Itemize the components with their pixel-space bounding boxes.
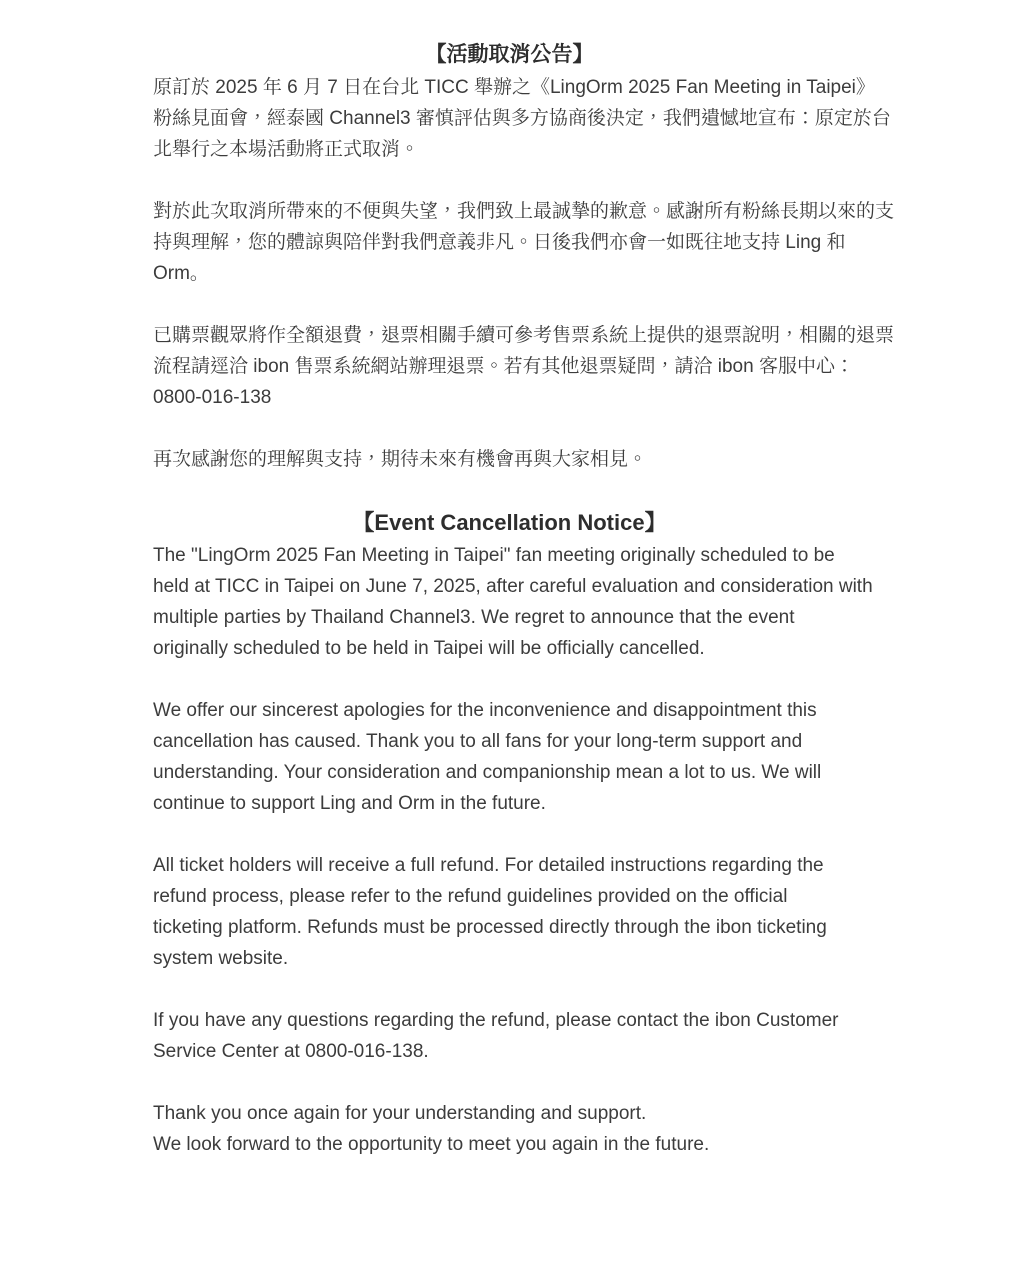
- text-line: Orm。: [153, 263, 209, 284]
- paragraph-zh-apology: [153, 196, 895, 289]
- text-line: 再次感謝您的理解與支持，期待未來有機會再與大家相見。: [153, 449, 648, 470]
- text-line: cancellation has caused. Thank you to all fans for your long-term support and: [153, 731, 803, 752]
- text-line: multiple parties by Thailand Channel3. We regret to announce that the event: [153, 607, 795, 628]
- text-line: The "LingOrm 2025 Fan Meeting in Taipei" fan meeting originally scheduled to be: [153, 545, 835, 566]
- text-line: 對於此次取消所帶來的不便與失望，我們致上最誠摯的歉意。感謝所有粉絲長期以來的支: [153, 201, 895, 222]
- paragraph-zh-thanks: [153, 444, 866, 475]
- paragraph-en-event-cancelled: [153, 540, 873, 664]
- paragraph-zh-refund-info: [153, 320, 895, 413]
- text-line: system website.: [153, 948, 289, 969]
- text-line: held at TICC in Taipei on June 7, 2025, after careful evaluation and consideration with: [153, 576, 873, 597]
- notice-title-zh: 【活動取消公告】: [425, 43, 594, 66]
- text-line: 原訂於 2025 年 6 月 7 日在台北 TICC 舉辦之《LingOrm 2025 Fan Meeting in Taipei》: [153, 77, 875, 98]
- paragraph-en-thanks: [153, 1098, 866, 1160]
- paragraph-en-contact: [153, 1005, 866, 1067]
- text-line: 流程請逕洽 ibon 售票系統網站辦理退票。若有其他退票疑問，請洽 ibon 客服中心：: [153, 356, 854, 377]
- paragraph-zh-event-cancelled: [153, 72, 891, 165]
- text-line: 粉絲見面會，經泰國 Channel3 審慎評估與多方協商後決定，我們遺憾地宣布：原定於台: [153, 108, 891, 129]
- text-line: 北舉行之本場活動將正式取消。: [153, 139, 420, 160]
- text-line: If you have any questions regarding the refund, please contact the ibon Customer: [153, 1010, 839, 1031]
- text-line: originally scheduled to be held in Taipei will be officially cancelled.: [153, 638, 705, 659]
- notice-title-en: 【Event Cancellation Notice】: [352, 510, 667, 535]
- text-line: All ticket holders will receive a full refund. For detailed instructions regarding the: [153, 855, 824, 876]
- text-line: Thank you once again for your understanding and support.: [153, 1103, 647, 1124]
- paragraph-en-apology: [153, 695, 866, 819]
- text-line: 持與理解，您的體諒與陪伴對我們意義非凡。日後我們亦會一如既往地支持 Ling 和: [153, 232, 846, 253]
- english-notice-section: [153, 506, 873, 1160]
- text-line: refund process, please refer to the refund guidelines provided on the official: [153, 886, 788, 907]
- text-line: Service Center at 0800-016-138.: [153, 1041, 429, 1062]
- text-line: We look forward to the opportunity to meet you again in the future.: [153, 1134, 710, 1155]
- text-line: We offer our sincerest apologies for the inconvenience and disappointment this: [153, 700, 817, 721]
- text-line: 已購票觀眾將作全額退費，退票相關手續可參考售票系統上提供的退票說明，相關的退票: [153, 325, 895, 346]
- chinese-notice-section: [153, 38, 895, 475]
- text-line: ticketing platform. Refunds must be processed directly through the ibon ticketing: [153, 917, 827, 938]
- text-line: 0800-016-138: [153, 387, 272, 408]
- paragraph-en-refund-info: [153, 850, 866, 974]
- text-line: understanding. Your consideration and companionship mean a lot to us. We will: [153, 762, 822, 783]
- text-line: continue to support Ling and Orm in the future.: [153, 793, 546, 814]
